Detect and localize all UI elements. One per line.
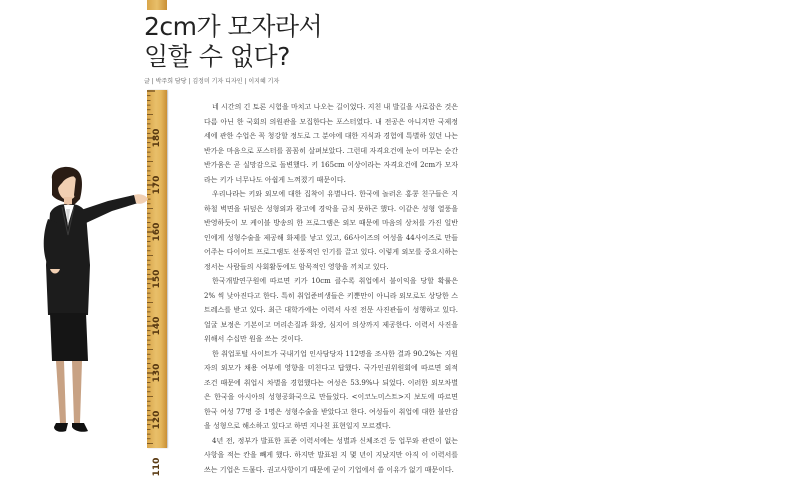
ruler-label: 160 bbox=[152, 223, 162, 242]
ruler-label: 140 bbox=[152, 317, 162, 336]
headline-line-2: 일할 수 없다? bbox=[144, 42, 322, 72]
ruler-label: 170 bbox=[152, 176, 162, 195]
paragraph-1: 네 시간의 긴 토론 시험을 마치고 나오는 길이었다. 지친 내 발길을 사로잡은 것은 다름 아닌 한 국회의 의원관을 모집한다는 포스터였다. 내 전공은 아니지만 국제정세에 관한 수업은 꼭 청강할 정도로 그 분야에 대한 지식과 경험에 특별하 있던 나는 반가운 마음으로 포스터를 꼼꼼히 살펴보았다. 그런데 자격요건에 눈이 머무는 순간 반가움은 곧 실망감으로 돌변했다. 키 165cm 이상이라는 자격요건에 2cm가 모자라는 키가 너무나도 아쉽게 느껴졌기 때문이다. bbox=[204, 100, 458, 187]
ruler-label: 110 bbox=[152, 458, 162, 477]
ruler-label: 130 bbox=[152, 364, 162, 383]
byline: 글 | 박주희 담당 | 김정미 기자 디자인 | 이지혜 기자 bbox=[144, 76, 279, 85]
paragraph-2: 우리나라는 키와 외모에 대한 집착이 유별나다. 한국에 놀러온 홍콩 친구들은 지하철 벽면을 뒤덮은 성형외과 광고에 경악을 금치 못하곤 했다. 이같은 성형 열풍을 반영하듯이 모 케이블 방송의 한 프로그램은 외모 때문에 마음의 상처를 가진 일반인에게 성형수술을 제공해 화제를 낳고 있고, 66사이즈의 여성을 44사이즈로 만들어주는 다이어트 프로그램도 선풍적인 인기를 끌고 있다. 이렇게 외모를 중요시하는 정서는 사람들의 사회활동에도 암묵적인 영향을 끼치고 있다. bbox=[204, 187, 458, 274]
businesswoman-figure bbox=[30, 165, 155, 448]
paragraph-3: 한국개발연구원에 따르면 키가 10cm 클수록 취업에서 불이익을 당할 확률은 2% 씩 낮아진다고 한다. 특히 취업준비생들은 키뿐만이 아니라 외모로도 상당한 스트레스를 받고 있다. 최근 대학가에는 이력서 사진 전문 사진관들이 성행하고 있다. 얼굴 보정은 기본이고 머리손질과 화장, 심지어 의상까지 제공한다. 이력서 사진을 위해서 수십만 원을 쓰는 것이다. bbox=[204, 274, 458, 347]
ruler-label: 150 bbox=[152, 270, 162, 289]
article-body bbox=[204, 100, 458, 477]
ruler-top bbox=[147, 0, 167, 10]
headline bbox=[144, 12, 322, 72]
headline-line-1: 2cm가 모자라서 bbox=[144, 12, 322, 42]
ruler-label: 120 bbox=[152, 411, 162, 430]
paragraph-5: 4년 전, 정부가 발표한 표준 이력서에는 성별과 신체조건 등 업무와 관련이 없는 사항을 적는 칸을 빼게 했다. 하지만 발표된 지 몇 년이 지났지만 아직 이 이력서를 쓰는 기업은 드물다. 권고사항이기 때문에 굳이 기업에서 쓸 이유가 없기 때문이다. bbox=[204, 434, 458, 477]
paragraph-4: 한 취업포털 사이트가 국내기업 인사담당자 112명을 조사한 결과 90.2%는 지원자의 외모가 채용 여부에 영향을 미친다고 답했다. 국가인권위원회에 따르면 외적 조건 때문에 취업시 차별을 경험했다는 여성은 53.9%나 되었다. 이러한 외모차별은 한국을 아시아의 성형공화국으로 만들었다. <이코노미스트>지 보도에 따르면 한국 여성 77명 중 1명은 성형수술을 받았다고 한다. 여성들이 취업에 대한 불안감을 성형으로 해소하고 있다고 하면 지나친 표현일지 모르겠다. bbox=[204, 347, 458, 434]
ruler-label: 180 bbox=[152, 129, 162, 148]
